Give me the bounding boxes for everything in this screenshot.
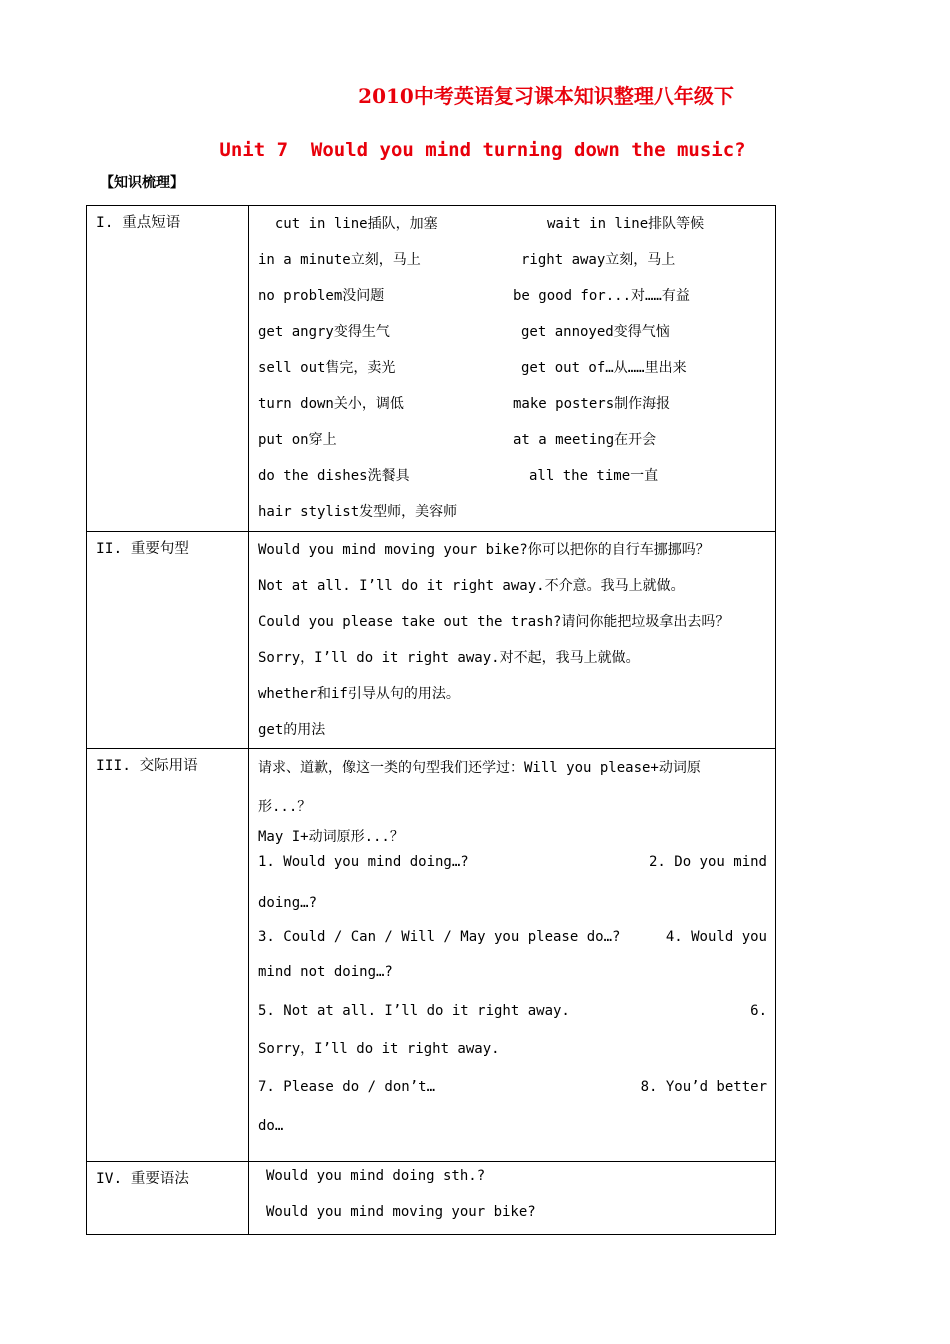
section-heading: 【知识梳理】 xyxy=(100,175,184,191)
row-label-communication: III. 交际用语 xyxy=(87,749,249,1162)
sentence-line: Not at all. I’ll do it right away.不介意。我马上就做。 xyxy=(258,578,685,594)
phrase-item: sell out售完，卖光 xyxy=(258,360,396,376)
expression-item: 2. Do you mind xyxy=(648,854,767,870)
communication-line xyxy=(258,992,767,1028)
phrase-item: do the dishes洗餐具 xyxy=(258,468,410,484)
sentence-line: Would you mind moving your bike?你可以把你的自行车挪挪吗？ xyxy=(258,542,710,558)
knowledge-table xyxy=(86,205,776,1235)
expression-item: 1. Would you mind doing…? xyxy=(258,854,469,870)
phrase-row xyxy=(258,386,767,422)
phrase-item: get angry变得生气 xyxy=(258,324,390,340)
expression-item: 6. xyxy=(750,1003,767,1019)
communication-line: Sorry，I’ll do it right away. xyxy=(258,1041,500,1057)
sentence-line: get的用法 xyxy=(258,722,326,738)
table-row-phrases xyxy=(87,206,776,532)
phrase-row xyxy=(258,350,767,386)
communication-line xyxy=(258,915,767,951)
phrase-item: in a minute立刻，马上 xyxy=(258,252,421,268)
sentence-line: Sorry，I’ll do it right away.对不起，我马上就做。 xyxy=(258,650,640,666)
phrase-item: right away立刻，马上 xyxy=(521,252,676,268)
expression-item: 3. Could / Can / Will / May you please do…? xyxy=(258,929,621,945)
row-label-sentences: II. 重要句型 xyxy=(87,532,249,749)
sentence-list xyxy=(249,532,776,749)
expression-item: 8. You’d better xyxy=(640,1079,767,1095)
communication-line xyxy=(258,850,767,875)
phrase-row xyxy=(258,206,767,242)
communication-line: doing…? xyxy=(258,895,318,911)
expression-item: 5. Not at all. I’ll do it right away. xyxy=(258,1003,570,1019)
communication-line xyxy=(258,1069,767,1105)
expression-item: 4. Would you xyxy=(665,929,767,945)
phrase-item: all the time一直 xyxy=(529,468,659,484)
expression-item: 7. Please do / don’t… xyxy=(258,1079,436,1095)
phrase-item: turn down关小，调低 xyxy=(258,396,404,412)
phrase-row xyxy=(258,458,767,494)
communication-intro: May I+动词原形...？ xyxy=(258,829,404,845)
table-row-sentences xyxy=(87,532,776,749)
phrase-item: wait in line排队等候 xyxy=(547,216,705,232)
phrase-row xyxy=(258,422,767,458)
phrase-item: hair stylist发型师，美容师 xyxy=(258,504,458,520)
sentence-line: Could you please take out the trash?请问你能把垃圾拿出去吗？ xyxy=(258,614,730,630)
table-row-communication xyxy=(87,749,776,1162)
table-row-grammar xyxy=(87,1162,776,1235)
unit-title: Unit 7 Would you mind turning down the music? xyxy=(219,139,746,161)
phrase-item: cut in line插队，加塞 xyxy=(258,216,438,232)
phrase-row xyxy=(258,278,767,314)
communication-intro: 形...？ xyxy=(258,799,312,815)
communication-line: do… xyxy=(258,1118,284,1134)
phrase-item: be good for...对……有益 xyxy=(513,288,690,304)
phrase-list xyxy=(249,206,776,532)
phrase-item: at a meeting在开会 xyxy=(513,432,657,448)
page-title: 2010中考英语复习课本知识整理八年级下 xyxy=(358,84,734,108)
phrase-item: get annoyed变得气恼 xyxy=(521,324,670,340)
phrase-item: make posters制作海报 xyxy=(513,396,671,412)
grammar-list xyxy=(249,1162,776,1235)
phrase-row xyxy=(258,494,767,530)
phrase-item: get out of…从……里出来 xyxy=(521,360,687,376)
row-label-phrases: I. 重点短语 xyxy=(87,206,249,532)
phrase-item: put on穿上 xyxy=(258,432,337,448)
communication-line: mind not doing…? xyxy=(258,964,393,980)
grammar-line: Would you mind doing sth.? xyxy=(266,1168,486,1184)
row-label-grammar: IV. 重要语法 xyxy=(87,1162,249,1235)
sentence-line: whether和if引导从句的用法。 xyxy=(258,686,460,702)
communication-list xyxy=(249,749,776,1162)
phrase-row xyxy=(258,242,767,278)
phrase-row xyxy=(258,314,767,350)
grammar-line: Would you mind moving your bike? xyxy=(266,1204,536,1220)
phrase-item: no problem没问题 xyxy=(258,288,385,304)
communication-intro: 请求、道歉，像这一类的句型我们还学过：Will you please+动词原 xyxy=(258,760,701,776)
